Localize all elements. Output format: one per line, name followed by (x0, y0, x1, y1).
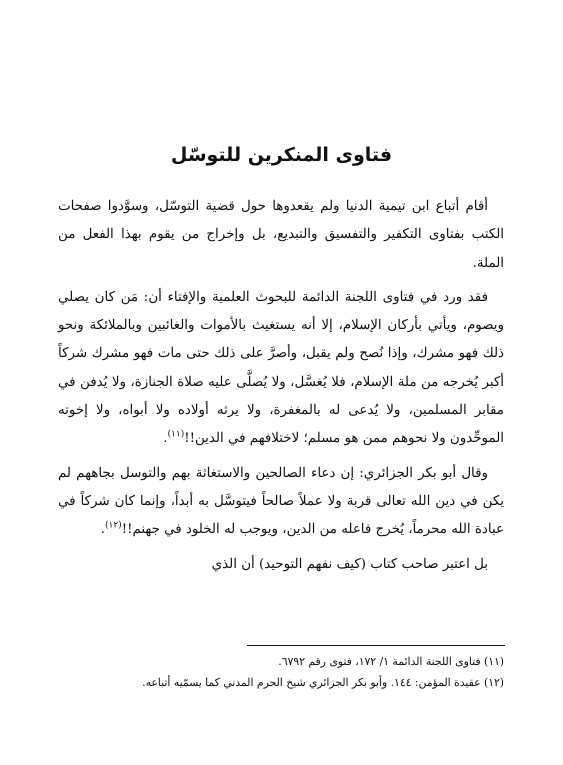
footnote-divider (247, 645, 505, 646)
body-text (58, 193, 504, 579)
footnote-ref-12[interactable]: (١٢) (104, 520, 122, 531)
paragraph-4-text: بل اعتبر صاحب كتاب (كيف نفهم التوحيد) أن الذي (211, 556, 488, 572)
footnote-12: (١٢) عقيدة المؤمن: ١٤٤. وأبو بكر الجزائري شيخ الحرم المدني كما يسمّيه أتباعه. (142, 676, 504, 689)
paragraph-4 (58, 551, 504, 579)
footnotes (58, 651, 504, 693)
paragraph-2: فقد ورد في فتاوى اللجنة الدائمة للبحوث العلمية والإفتاء أن: مَن كان يصلي ويصوم، ويأتي بأركان الإسلام، إلا أنه يستغيث بالأموات والغائبين وبالملائكة ونحو ذلك فهو مشرك، وإذا نُصح ولم يقبل، وأصرَّ على ذلك حتى مات فهو مشرك شركاً أكبر يُخرجه من ملة الإسلام، فلا يُغسَّل، ولا يُصلَّى عليه صلاة الجنازة، ولا يُدفن في مقابر المسلمين، ولا يُدعى له بالمغفرة، ولا يرثه أولاده ولا أبواه، ولا إخوته الموحِّدون ولا نحوهم ممن هو مسلم؛ لاختلافهم في الدين!!$^{(١١)}$. (58, 289, 504, 447)
paragraph-1-text: أقام أتباع ابن تيمية الدنيا ولم يقعدوها حول قضية التوسّل، وسوَّدوا صفحات الكتب بفتاوى التكفير والتفسيق والتبديع، بل وإخراج من يقوم بهذا الفعل من الملة. (58, 199, 504, 271)
footnote-11: (١١) فتاوى اللجنة الدائمة ١/ ١٧٢، فتوى رقم ٦٧٩٢. (278, 655, 504, 668)
paragraph-2-text: فقد ورد في فتاوى اللجنة الدائمة للبحوث العلمية والإفتاء أن: مَن كان يصلي ويصوم، ويأتي بأركان الإسلام، إلا أنه يستغيث بالأموات والغائبين وبالملائكة ونحو ذلك فهو مشرك، وإذا نُصح ولم يقبل، وأصرَّ على ذلك حتى مات فهو مشرك شركاً أكبر يُخرجه من ملة الإسلام، فلا يُغسَّل، ولا يُصلَّى عليه صلاة الجنازة، ولا يُدفن في مقابر المسلمين، ولا يُدعى له بالمغفرة، ولا يرثه أولاده ولا أبواه، ولا إخوته الموحِّدون ولا نحوهم ممن هو مسلم؛ لاختلافهم في الدين!! (58, 289, 504, 447)
chapter-title: فتاوى المنكرين للتوسّل (170, 144, 393, 166)
paragraph-3: وقال أبو بكر الجزائري: إن دعاء الصالحين والاستغاثة بهم والتوسل بجاههم لم يكن في دين الله تعالى قربة ولا عملاً صالحاً فيتوسَّل به أبداً، وإنما كان شركاً في عبادة الله محرماً، يُخرج فاعله من الدين، ويوجب له الخلود في جهنم!!$^{(١٢)}$. (58, 465, 504, 538)
footnote-ref-11[interactable]: (١١) (167, 429, 185, 440)
paragraph-3-text: وقال أبو بكر الجزائري: إن دعاء الصالحين والاستغاثة بهم والتوسل بجاههم لم يكن في دين الله تعالى قربة ولا عملاً صالحاً فيتوسَّل به أبداً، وإنما كان شركاً في عبادة الله محرماً، يُخرج فاعله من الدين، ويوجب له الخلود في جهنم!! (58, 465, 504, 538)
paragraph-1 (58, 193, 504, 278)
